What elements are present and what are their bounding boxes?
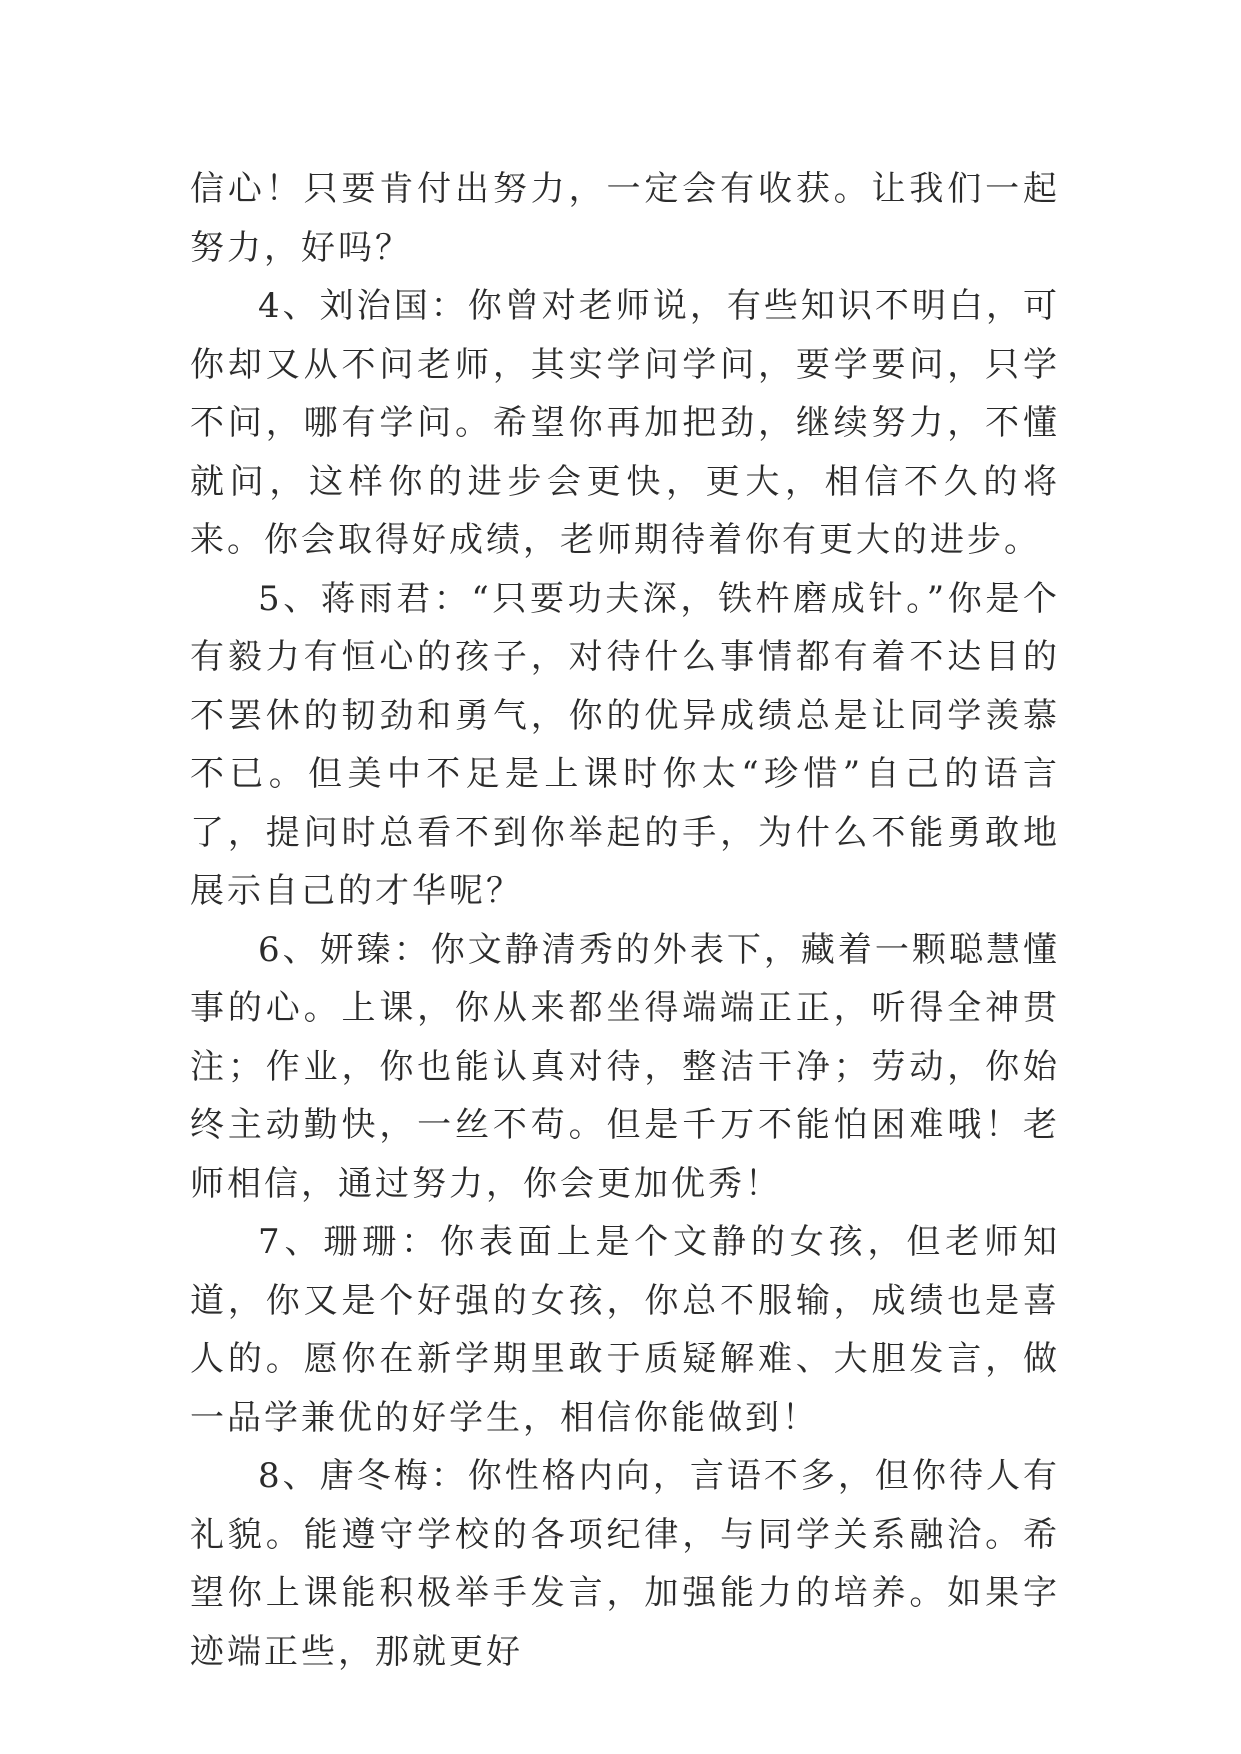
paragraph-comment-7: 7、珊珊：你表面上是个文静的女孩，但老师知道，你又是个好强的女孩，你总不服输，成绩也是喜人的。愿你在新学期里敢于质疑解难、大胆发言，做一品学兼优的好学生，相信你能做到！ — [190, 1222, 1060, 1438]
document-body — [190, 160, 1060, 1681]
paragraph-comment-6: 6、妍臻：你文静清秀的外表下，藏着一颗聪慧懂事的心。上课，你从来都坐得端端正正，听得全神贯注；作业，你也能认真对待，整洁干净；劳动，你始终主动勤快，一丝不苟。但是千万不能怕困难哦！老师相信，通过努力，你会更加优秀！ — [190, 929, 1060, 1204]
paragraph-comment-4: 4、刘治国：你曾对老师说，有些知识不明白，可你却又从不问老师，其实学问学问，要学要问，只学不问，哪有学问。希望你再加把劲，继续努力，不懂就问，这样你的进步会更快，更大，相信不久的将来。你会取得好成绩，老师期待着你有更大的进步。 — [190, 286, 1060, 560]
paragraph-comment-5: 5、蒋雨君：“只要功夫深，铁杵磨成针。”你是个有毅力有恒心的孩子，对待什么事情都有着不达目的不罢休的韧劲和勇气，你的优异成绩总是让同学羡慕不已。但美中不足是上课时你太“珍惜”自己的语言了，提问时总看不到你举起的手，为什么不能勇敢地展示自己的才华呢？ — [190, 578, 1060, 911]
paragraph-comment-8: 8、唐冬梅：你性格内向，言语不多，但你待人有礼貌。能遵守学校的各项纪律，与同学关系融洽。希望你上课能积极举手发言，加强能力的培养。如果字迹端正些，那就更好 — [190, 1456, 1060, 1672]
paragraph-continuation: 信心！只要肯付出努力，一定会有收获。让我们一起努力，好吗？ — [190, 169, 1060, 268]
